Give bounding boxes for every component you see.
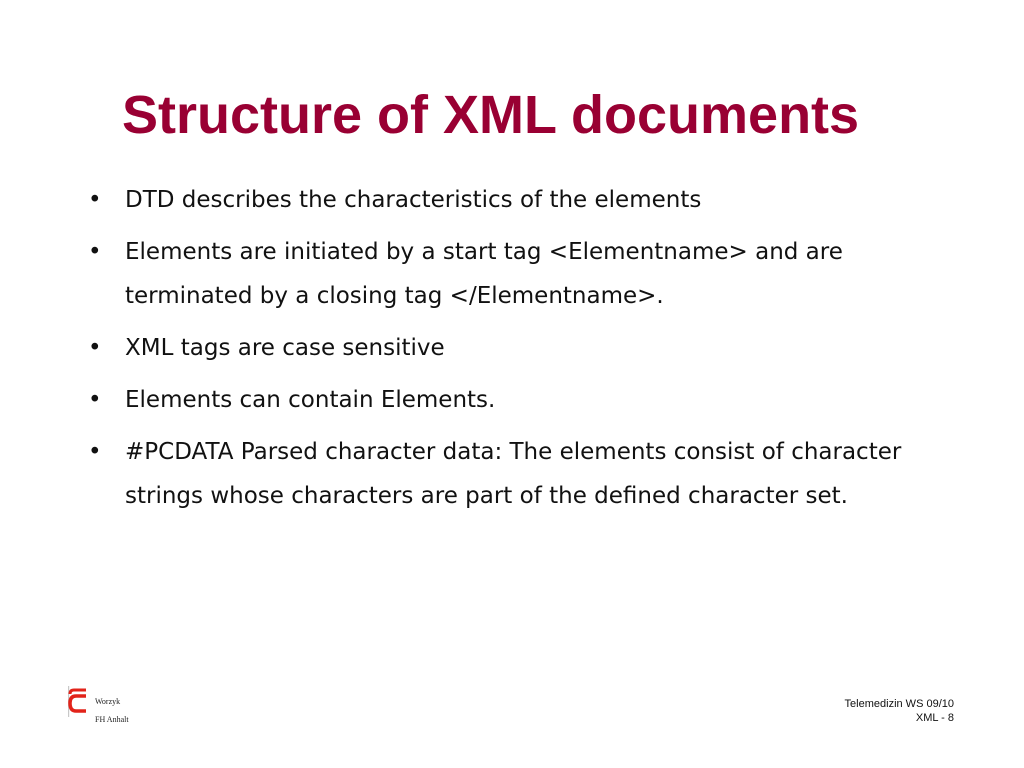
bullet-text: #PCDATA Parsed character data: The elements consist of character strings whose characters are part of the defined character set. (125, 439, 902, 509)
fh-anhalt-logo-icon (67, 684, 89, 718)
bullet-item (88, 178, 968, 222)
bullet-marker: • (88, 387, 102, 413)
institution-name: FH Anhalt (95, 715, 129, 724)
slide-title: Structure of XML documents (122, 85, 860, 145)
bullet-text: XML tags are case sensitive (125, 335, 445, 361)
bullet-item (88, 230, 968, 318)
bullet-marker: • (88, 187, 102, 213)
bullet-item (88, 430, 968, 518)
bullet-list (88, 178, 968, 526)
footer-author-block (95, 693, 129, 729)
bullet-item (88, 326, 968, 370)
bullet-text: Elements are initiated by a start tag <Elementname> and are terminated by a closing tag </Elementname>. (125, 239, 843, 309)
bullet-text: DTD describes the characteristics of the elements (125, 187, 702, 213)
footer-course-block (845, 697, 954, 725)
bullet-marker: • (88, 439, 102, 465)
author-name: Worzyk (95, 697, 121, 706)
bullet-marker: • (88, 335, 102, 361)
bullet-text: Elements can contain Elements. (125, 387, 496, 413)
bullet-marker: • (88, 239, 102, 265)
course-name: Telemedizin WS 09/10 (844, 698, 954, 710)
bullet-item (88, 378, 968, 422)
page-number: XML - 8 (915, 712, 954, 724)
